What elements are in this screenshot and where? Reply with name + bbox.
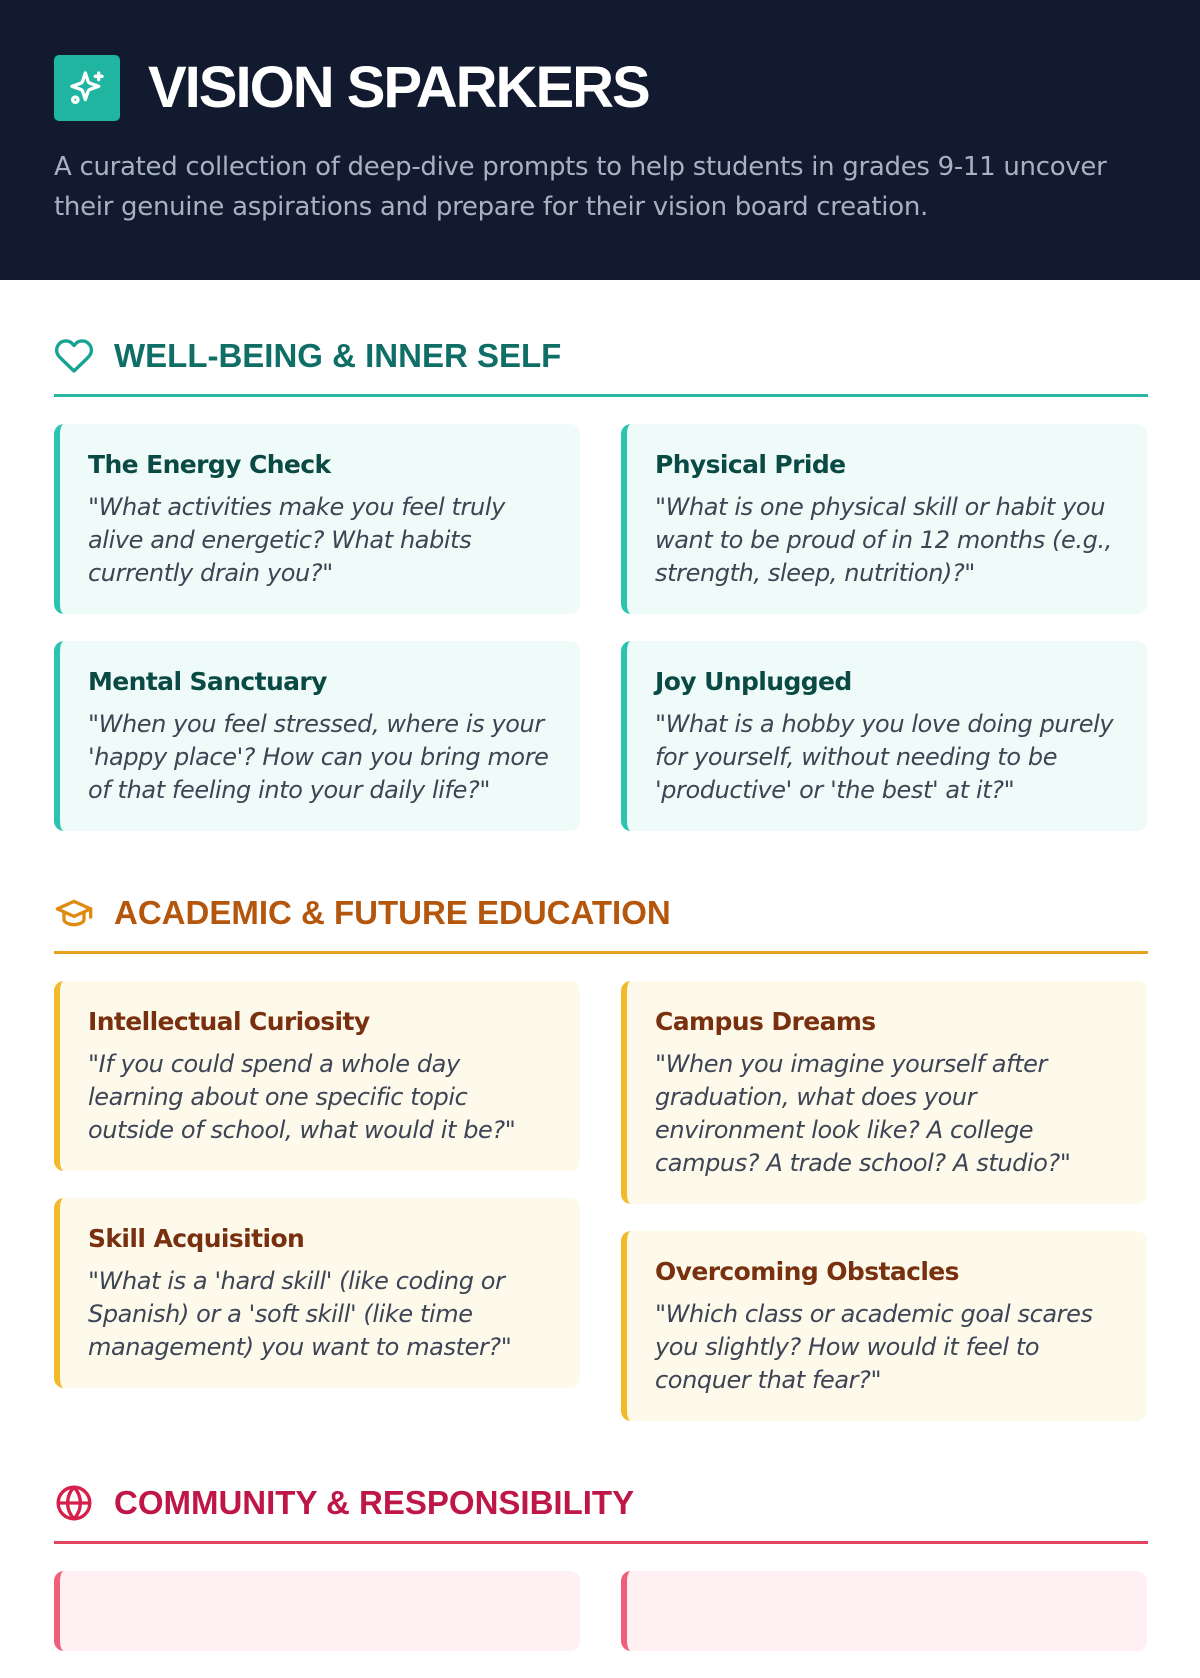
prompt-card bbox=[621, 641, 1147, 831]
section-header bbox=[54, 1479, 1148, 1544]
prompt-card bbox=[54, 641, 580, 831]
sparkles-icon bbox=[54, 55, 120, 121]
card-title: Skill Acquisition bbox=[88, 1224, 305, 1253]
card-prompt: "What is a hobby you love doing purely for yourself, without needing to be 'productive' or 'the best' at it?" bbox=[655, 710, 1114, 804]
prompt-card bbox=[54, 981, 580, 1171]
heart-icon bbox=[54, 336, 94, 376]
card-prompt: "When you feel stressed, where is your 'happy place'? How can you bring more of that feeling into your daily life?" bbox=[88, 710, 549, 804]
page-header bbox=[0, 0, 1200, 280]
prompt-card bbox=[621, 981, 1147, 1204]
card-title: The Energy Check bbox=[88, 450, 331, 479]
prompt-card bbox=[621, 424, 1147, 614]
card-prompt: "What activities make you feel truly alive and energetic? What habits currently drain you?" bbox=[88, 493, 505, 587]
prompt-card bbox=[621, 1231, 1147, 1421]
card-prompt: "What is one physical skill or habit you want to be proud of in 12 months (e.g., strength, sleep, nutrition)?" bbox=[655, 493, 1112, 587]
globe-icon bbox=[54, 1483, 94, 1523]
card-title: Campus Dreams bbox=[655, 1007, 876, 1036]
prompt-card bbox=[54, 424, 580, 614]
title-row bbox=[54, 54, 1146, 121]
card-prompt: "If you could spend a whole day learning about one specific topic outside of school, what would it be?" bbox=[88, 1050, 516, 1144]
prompt-card bbox=[54, 1571, 580, 1651]
card-title: Intellectual Curiosity bbox=[88, 1007, 370, 1036]
section-academic bbox=[54, 889, 1148, 1394]
page-title: VISION SPARKERS bbox=[148, 55, 649, 120]
section-title: ACADEMIC & FUTURE EDUCATION bbox=[114, 894, 671, 931]
card-title: Joy Unplugged bbox=[655, 667, 852, 696]
card-prompt: "What is a 'hard skill' (like coding or Spanish) or a 'soft skill' (like time management) you want to master?" bbox=[88, 1267, 512, 1361]
card-title: Overcoming Obstacles bbox=[655, 1257, 959, 1286]
section-title: COMMUNITY & RESPONSIBILITY bbox=[114, 1484, 635, 1521]
card-prompt: "When you imagine yourself after graduation, what does your environment look like? A college campus? A trade school? A studio?" bbox=[655, 1050, 1071, 1177]
section-header bbox=[54, 332, 1148, 397]
graduation-cap-icon bbox=[54, 893, 94, 933]
section-community bbox=[54, 1479, 1148, 1571]
section-header bbox=[54, 889, 1148, 954]
section-title: WELL-BEING & INNER SELF bbox=[114, 337, 562, 374]
page-subtitle: A curated collection of deep-dive prompts to help students in grades 9-11 uncover their genuine aspirations and prepare for their vision board creation. bbox=[54, 152, 1107, 222]
prompt-card bbox=[54, 1198, 580, 1388]
card-title: Physical Pride bbox=[655, 450, 846, 479]
card-prompt: "Which class or academic goal scares you slightly? How would it feel to conquer that fear?" bbox=[655, 1300, 1093, 1394]
section-well-being bbox=[54, 332, 1148, 804]
card-title: Mental Sanctuary bbox=[88, 667, 327, 696]
prompt-card bbox=[621, 1571, 1147, 1651]
